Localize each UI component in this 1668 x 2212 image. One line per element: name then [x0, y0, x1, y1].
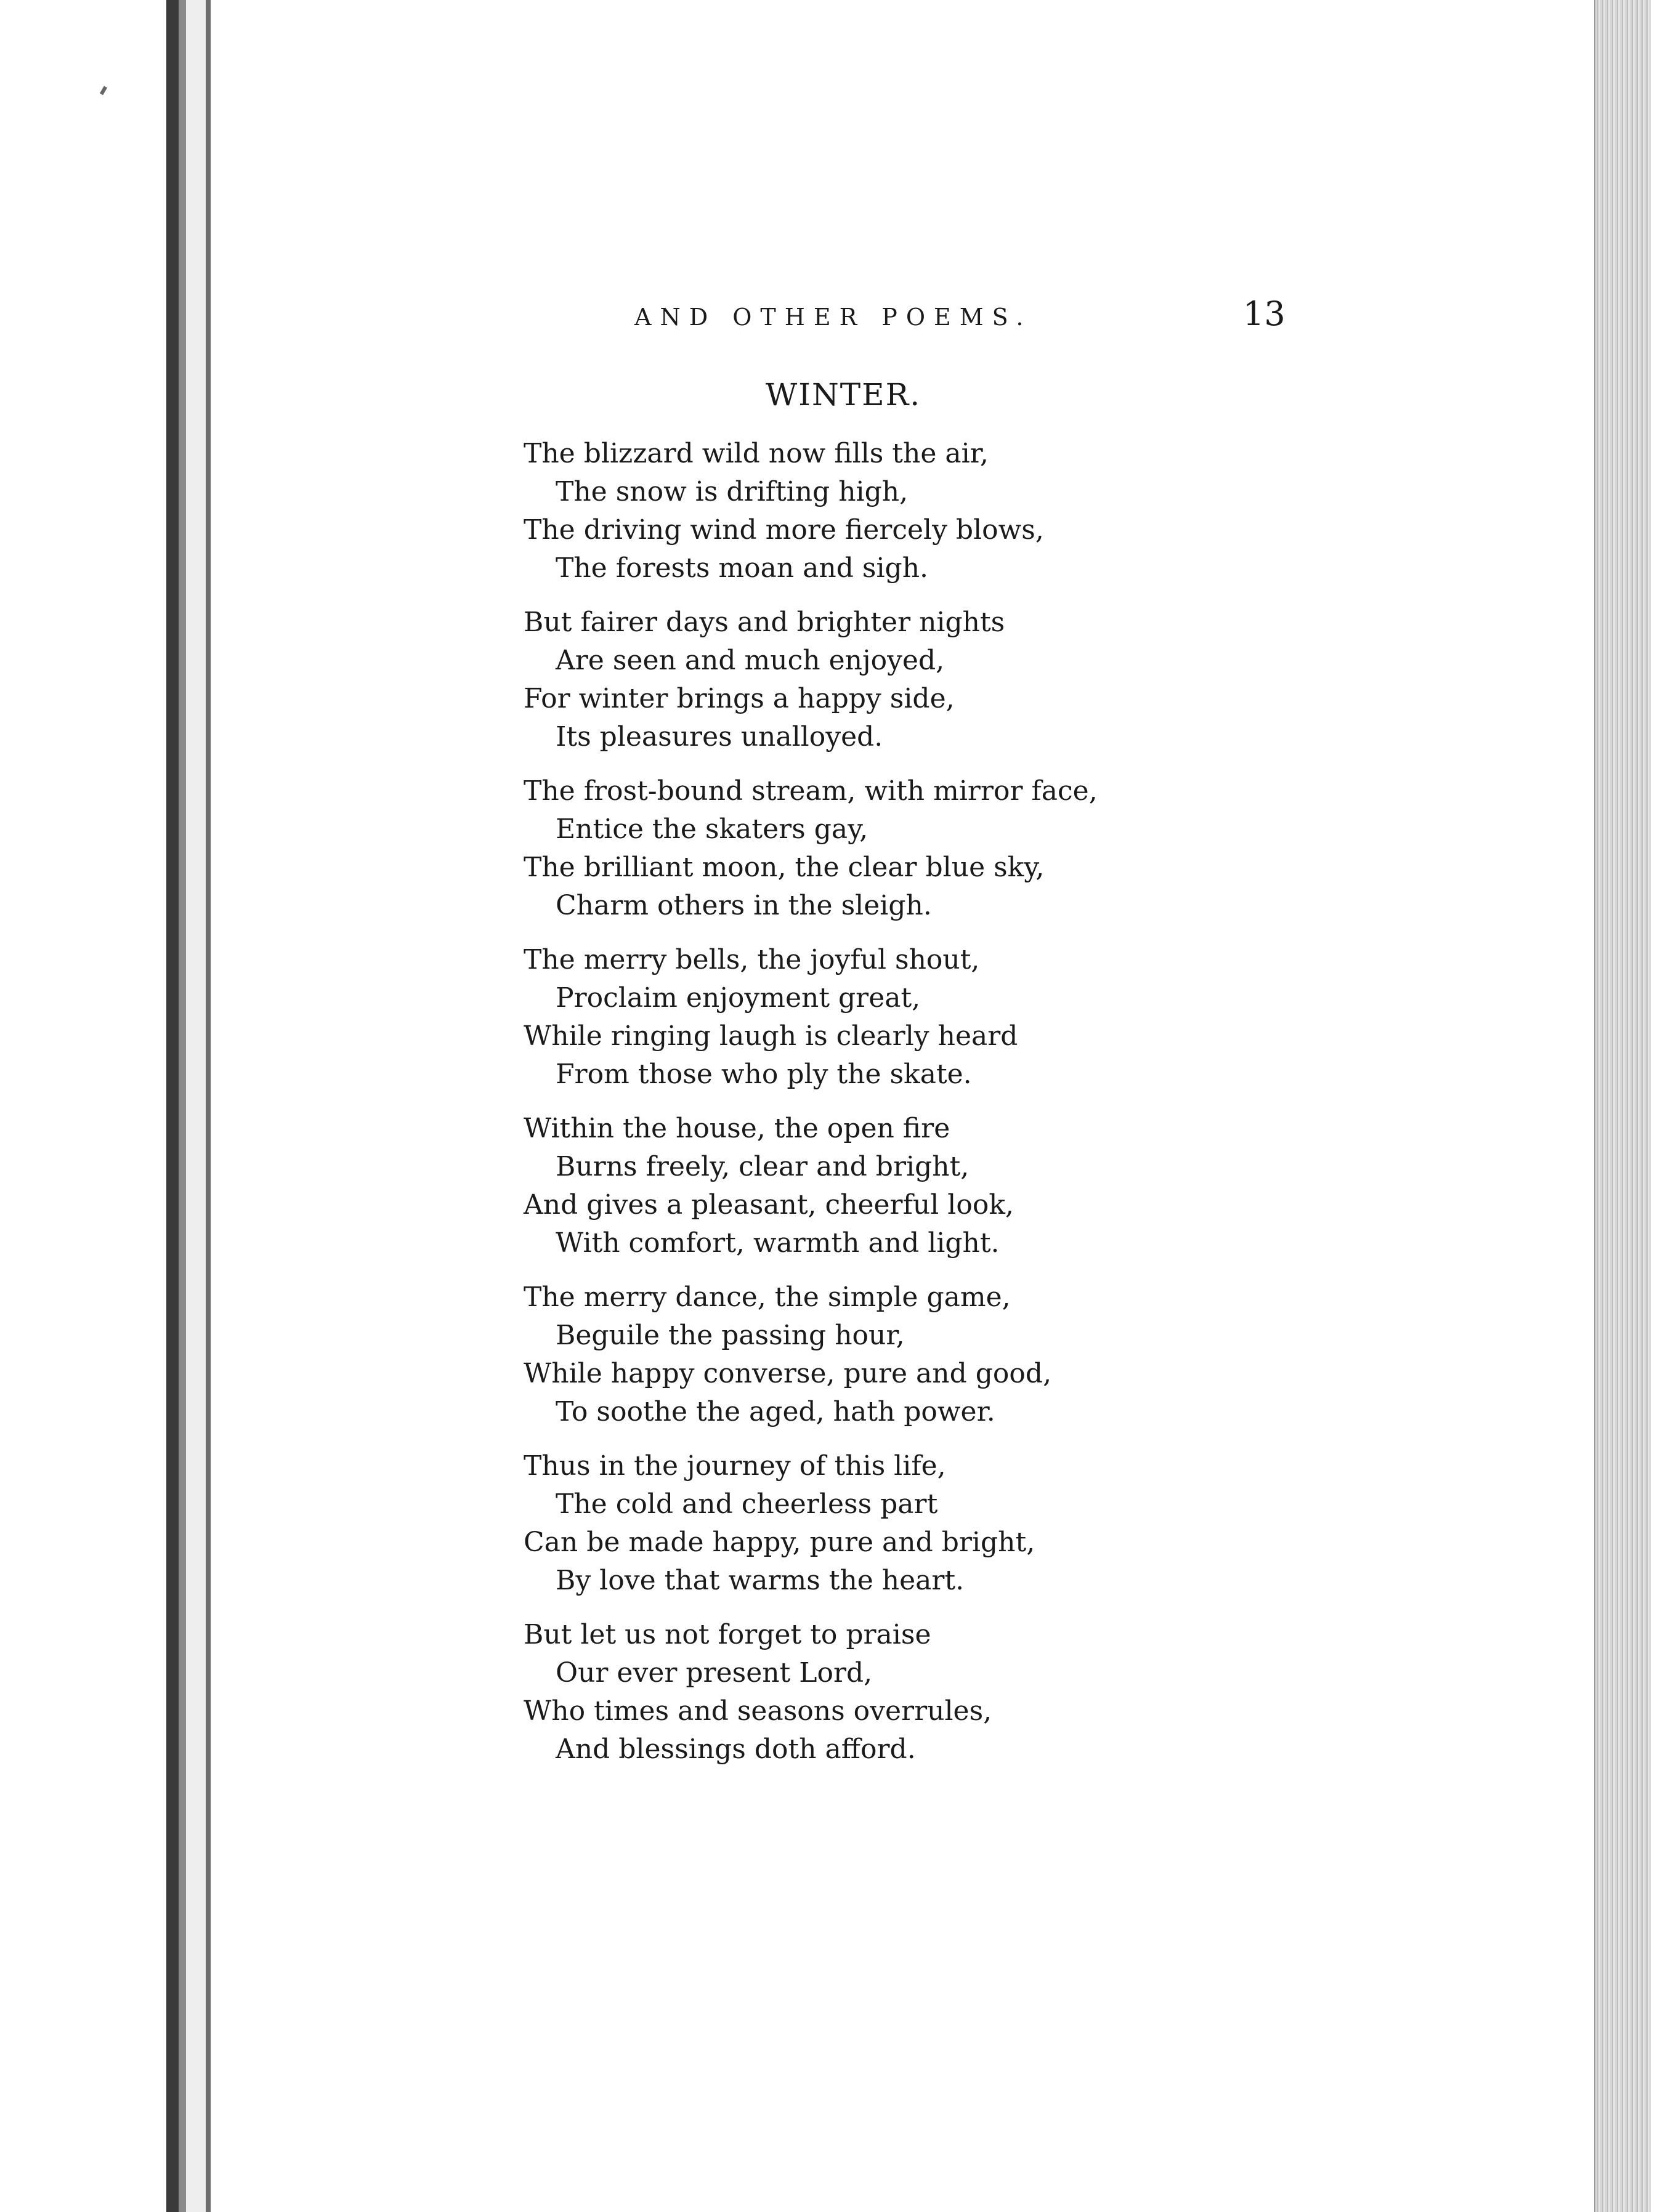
poem-line: Within the house, the open fire [524, 1113, 950, 1144]
stanza [524, 772, 1263, 925]
stanza [524, 1110, 1263, 1262]
stanza [524, 1616, 1263, 1769]
poem-line: And blessings doth afford. [556, 1734, 916, 1765]
poem-line: From those who ply the skate. [556, 1059, 972, 1090]
poem-line: Charm others in the sleigh. [556, 890, 932, 921]
poem-line: And gives a pleasant, cheerful look, [524, 1189, 1014, 1221]
poem-line: Our ever present Lord, [556, 1657, 873, 1689]
stanza [524, 603, 1263, 756]
binding-gutter-edge [206, 0, 211, 2212]
poem-line: The blizzard wild now fills the air, [524, 438, 989, 469]
poem-line: The frost-bound stream, with mirror face, [524, 775, 1098, 807]
stanza [524, 435, 1263, 587]
poem-line: Are seen and much enjoyed, [556, 645, 945, 676]
page-number: 13 [1243, 294, 1285, 333]
poem-line: But fairer days and brighter nights [524, 607, 1005, 638]
poem-line: The cold and cheerless part [556, 1488, 938, 1520]
poem-line: With comfort, warmth and light. [556, 1227, 1000, 1259]
poem-line: The merry bells, the joyful shout, [524, 944, 980, 975]
poem-line: While ringing laugh is clearly heard [524, 1020, 1018, 1052]
binding-gutter-dark [166, 0, 179, 2212]
poem-line: Can be made happy, pure and bright, [524, 1527, 1035, 1558]
poem-line: Beguile the passing hour, [556, 1320, 905, 1351]
poem-line: While happy converse, pure and good, [524, 1358, 1052, 1389]
poem-line: The forests moan and sigh. [556, 552, 929, 584]
poem-title: WINTER. [765, 377, 921, 413]
poem-line: Its pleasures unalloyed. [556, 721, 883, 753]
binding-gutter-mid [179, 0, 186, 2212]
stanza [524, 1447, 1263, 1600]
stanza [524, 941, 1263, 1094]
poem-line: By love that warms the heart. [556, 1565, 965, 1596]
poem-line: But let us not forget to praise [524, 1619, 931, 1650]
facing-page-margin [0, 0, 166, 2212]
running-head: AND OTHER POEMS. [634, 304, 1032, 331]
page-block-outer-margin [1651, 0, 1668, 2212]
poem-line: Thus in the journey of this life, [524, 1450, 946, 1482]
poem-line: The driving wind more fiercely blows, [524, 514, 1044, 546]
poem-line: Entice the skaters gay, [556, 813, 868, 845]
poem-line: To soothe the aged, hath power. [556, 1396, 995, 1427]
poem-line: Burns freely, clear and bright, [556, 1151, 970, 1182]
poem-line: The merry dance, the simple game, [524, 1282, 1011, 1313]
poem-line: Proclaim enjoyment great, [556, 982, 921, 1014]
poem-line: Who times and seasons overrules, [524, 1695, 992, 1727]
stanza [524, 1278, 1263, 1431]
poem-body [524, 435, 1263, 1785]
poem-line: For winter brings a happy side, [524, 683, 955, 714]
poem-line: The snow is drifting high, [556, 476, 909, 507]
binding-gutter-shade [186, 0, 206, 2212]
poem-line: The brilliant moon, the clear blue sky, [524, 852, 1045, 883]
